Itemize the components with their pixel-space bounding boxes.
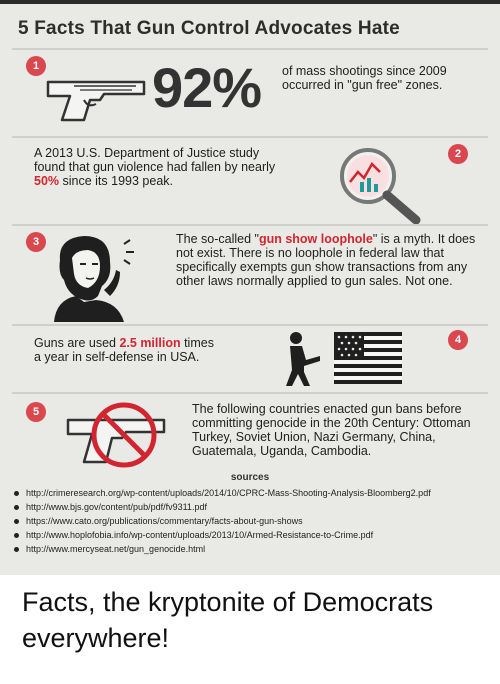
fact-3-text: The so-called "gun show loophole" is a myth. It does not exist. There is no loophole in federal law that specifically exempts gun show transactions from any other laws normally applied to gun sales. Not one.: [176, 232, 476, 288]
source-link[interactable]: http://crimeresearch.org/wp-content/uploads/2014/10/CPRC-Mass-Shooting-Analysis-Bloomberg2.pdf: [26, 488, 431, 498]
divider: [12, 324, 488, 326]
pistol-icon: [44, 76, 148, 124]
divider: [12, 48, 488, 50]
thinking-woman-icon: [40, 230, 136, 322]
mass-shooting-stat: 92%: [152, 56, 262, 119]
magnifier-chart-icon: [334, 142, 430, 226]
fact-1-text: of mass shootings since 2009 occurred in "gun free" zones.: [282, 64, 447, 92]
fact-number-badge: 3: [26, 232, 46, 252]
source-link[interactable]: http://www.bjs.gov/content/pub/pdf/fv9311.pdf: [26, 502, 207, 512]
meme-caption: Facts, the kryptonite of Democrats everywhere!: [22, 587, 434, 653]
fact-number-badge: 1: [26, 56, 46, 76]
source-link[interactable]: http://www.mercyseat.net/gun_genocide.html: [26, 544, 206, 554]
fact-5-text: The following countries enacted gun bans before committing genocide in the 20th Century: Ottoman Turkey, Soviet Union, Nazi Germany, China, Guatemala, Uganda, Cambodia.: [192, 402, 471, 458]
source-link[interactable]: http://www.hoplofobia.info/wp-content/uploads/2013/10/Armed-Resistance-to-Crime.pdf: [26, 530, 374, 540]
divider: [12, 224, 488, 226]
fact-2-text: A 2013 U.S. Department of Justice study found that gun violence had fallen by nearly 50% since its 1993 peak.: [34, 146, 276, 188]
divider: [12, 136, 488, 138]
fact-number-badge: 2: [448, 144, 468, 164]
page-title: 5 Facts That Gun Control Advocates Hate: [18, 18, 400, 39]
banned-gun-icon: [60, 402, 178, 468]
infographic: [0, 4, 500, 575]
fact-4-text: Guns are used 2.5 million times a year in self-defense in USA.: [34, 336, 214, 364]
us-flag-icon: [334, 332, 402, 384]
source-link[interactable]: https://www.cato.org/publications/commentary/facts-about-gun-shows: [26, 516, 303, 526]
self-defense-figure-icon: [282, 330, 322, 388]
fact-number-badge: 5: [26, 402, 46, 422]
divider: [12, 392, 488, 394]
sources-heading: sources: [230, 472, 270, 483]
fact-number-badge: 4: [448, 330, 468, 350]
